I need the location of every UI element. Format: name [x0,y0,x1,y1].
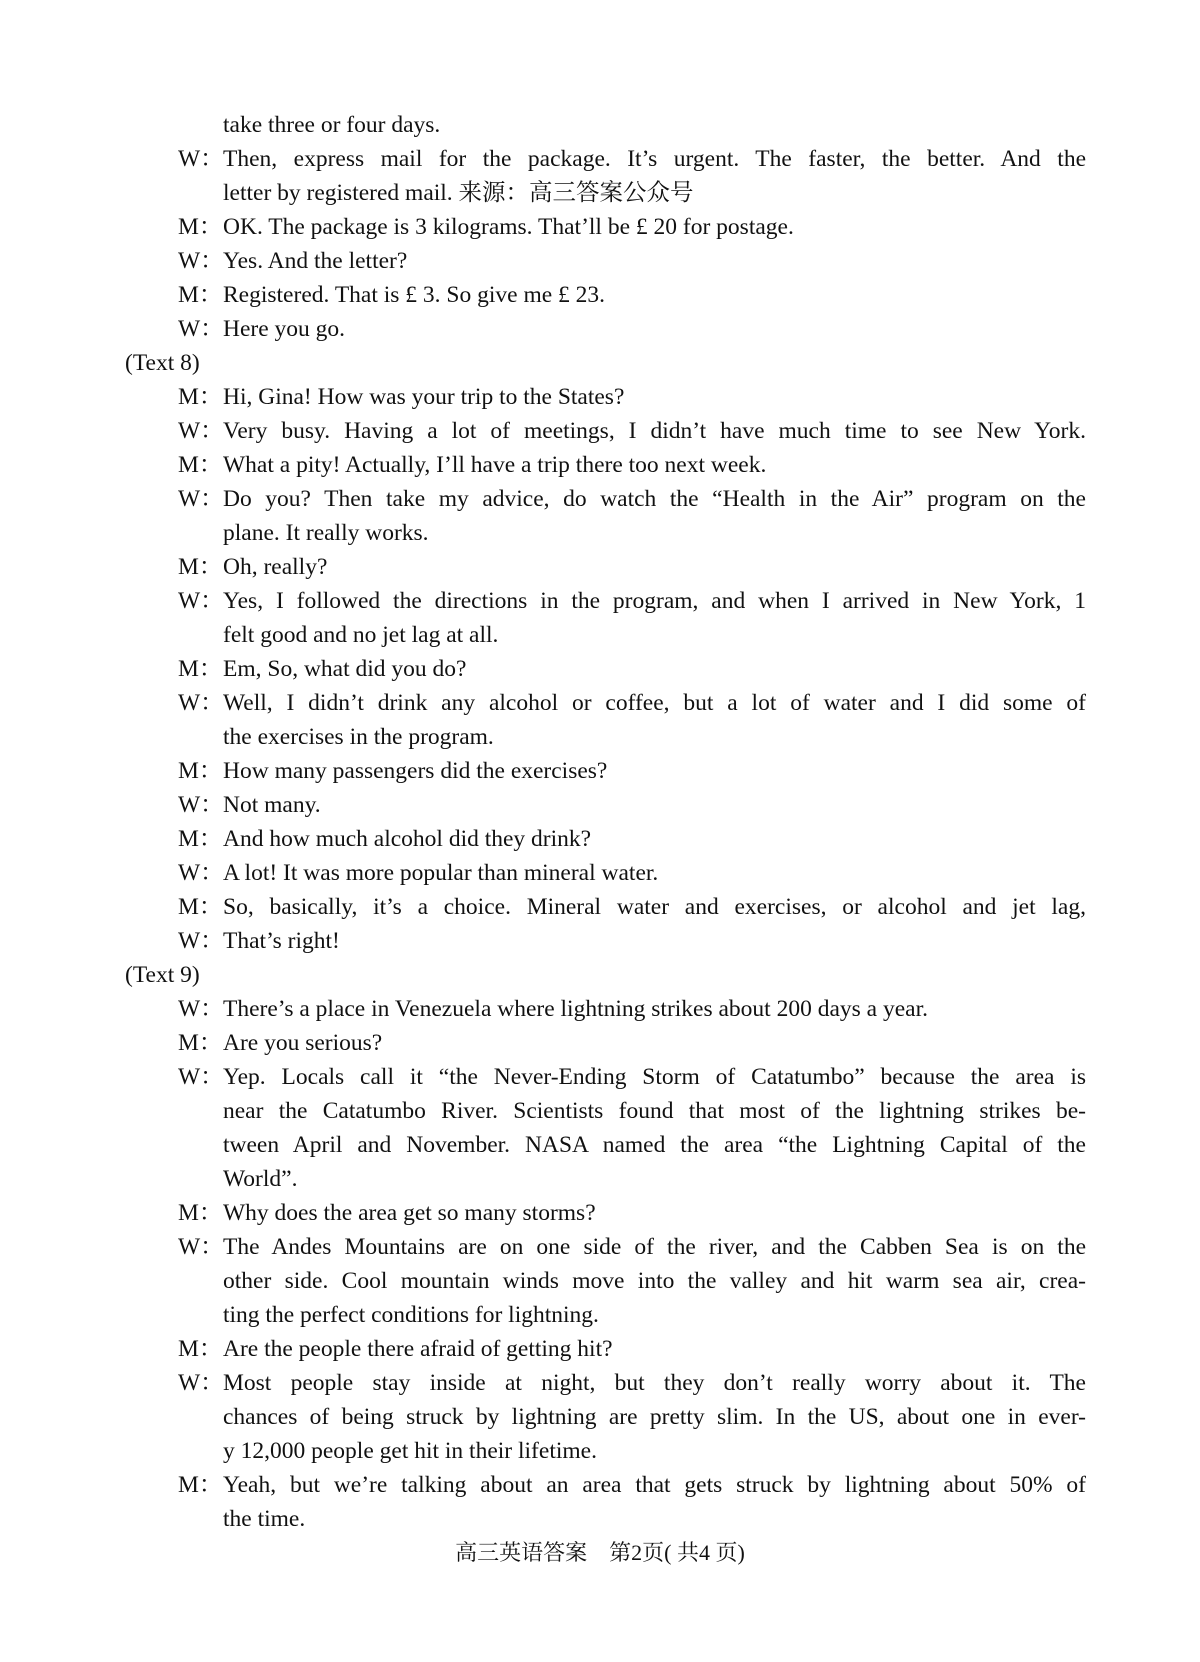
dialogue-line [0,1230,1200,1264]
continuation-line: letter by registered mail. 来源：高三答案公众号 [223,180,694,206]
dialogue-text: Yeah, but we’re talking about an area that gets struck by lightning about 50% of [223,1472,1086,1498]
continuation-line: World”. [223,1166,298,1192]
speaker-label: W： [178,792,224,818]
dialogue-line [0,210,1200,244]
dialogue-line [0,754,1200,788]
speaker-label: W： [178,248,224,274]
dialogue-line [0,278,1200,312]
speaker-label: W： [178,588,224,614]
dialogue-text: The Andes Mountains are on one side of the river, and the Cabben Sea is on the [223,1234,1086,1260]
speaker-label: M： [178,214,223,240]
speaker-label: M： [178,656,223,682]
speaker-label: M： [178,894,223,920]
speaker-label: M： [178,758,223,784]
dialogue-line [0,1026,1200,1060]
dialogue-line [0,1196,1200,1230]
speaker-label: W： [178,1370,224,1396]
dialogue-text: OK. The package is 3 kilograms. That’ll be £ 20 for postage. [223,214,794,240]
dialogue-line [0,822,1200,856]
continuation-line: tween April and November. NASA named the area “the Lightning Capital of the [223,1132,1086,1158]
dialogue-line [0,482,1200,516]
dialogue-text: How many passengers did the exercises? [223,758,608,784]
dialogue-text: Yes, I followed the directions in the program, and when I arrived in New York, 1 [223,588,1086,614]
dialogue-line [0,1060,1200,1094]
section-heading: (Text 8) [125,350,200,376]
dialogue-line [0,414,1200,448]
dialogue-text: Do you? Then take my advice, do watch the “Health in the Air” program on the [223,486,1086,512]
continuation-line: other side. Cool mountain winds move into the valley and hit warm sea air, crea- [223,1268,1086,1294]
dialogue-line [0,244,1200,278]
dialogue-text: Most people stay inside at night, but they don’t really worry about it. The [223,1370,1086,1396]
continuation-line: ting the perfect conditions for lightning. [223,1302,599,1328]
speaker-label: W： [178,996,224,1022]
dialogue-line [0,992,1200,1026]
dialogue-text: Oh, really? [223,554,328,580]
dialogue-line [0,1332,1200,1366]
speaker-label: W： [178,146,224,172]
continuation-line: felt good and no jet lag at all. [223,622,499,648]
speaker-label: W： [178,1064,224,1090]
dialogue-text: So, basically, it’s a choice. Mineral water and exercises, or alcohol and jet lag, [223,894,1086,920]
dialogue-line [0,380,1200,414]
page-footer: 高三英语答案 第2页( 共4 页) [455,1540,745,1565]
dialogue-line [0,584,1200,618]
speaker-label: M： [178,452,223,478]
speaker-label: W： [178,418,224,444]
speaker-label: W： [178,486,224,512]
section-heading: (Text 9) [125,962,200,988]
dialogue-text: Are the people there afraid of getting hit? [223,1336,613,1362]
speaker-label: M： [178,1030,223,1056]
continuation-line: y 12,000 people get hit in their lifetime. [223,1438,597,1464]
dialogue-line [0,1366,1200,1400]
dialogue-line [0,856,1200,890]
dialogue-text: Very busy. Having a lot of meetings, I didn’t have much time to see New York. [223,418,1086,444]
speaker-label: W： [178,928,224,954]
speaker-label: M： [178,1200,223,1226]
dialogue-line [0,312,1200,346]
dialogue-text: Yep. Locals call it “the Never-Ending Storm of Catatumbo” because the area is [223,1064,1086,1090]
dialogue-text: Em, So, what did you do? [223,656,467,682]
dialogue-line [0,788,1200,822]
dialogue-text: Registered. That is £ 3. So give me £ 23. [223,282,606,308]
dialogue-text: Well, I didn’t drink any alcohol or coffee, but a lot of water and I did some of [223,690,1086,716]
dialogue-text: Why does the area get so many storms? [223,1200,596,1226]
speaker-label: M： [178,384,223,410]
speaker-label: M： [178,826,223,852]
dialogue-text: Are you serious? [223,1030,383,1056]
dialogue-text: What a pity! Actually, I’ll have a trip there too next week. [223,452,767,478]
continuation-line: near the Catatumbo River. Scientists found that most of the lightning strikes be- [223,1098,1086,1124]
continuation-line: take three or four days. [223,112,441,138]
speaker-label: W： [178,316,224,342]
speaker-label: M： [178,282,223,308]
speaker-label: W： [178,1234,224,1260]
dialogue-text: Then, express mail for the package. It’s urgent. The faster, the better. And the [223,146,1086,172]
continuation-line: plane. It really works. [223,520,429,546]
dialogue-line [0,652,1200,686]
speaker-label: W： [178,690,224,716]
speaker-label: M： [178,1336,223,1362]
dialogue-line [0,550,1200,584]
dialogue-line [0,924,1200,958]
speaker-label: W： [178,860,224,886]
dialogue-line [0,890,1200,924]
dialogue-text: Hi, Gina! How was your trip to the States? [223,384,625,410]
speaker-label: M： [178,1472,223,1498]
dialogue-line [0,142,1200,176]
dialogue-text: A lot! It was more popular than mineral water. [223,860,659,886]
dialogue-text: And how much alcohol did they drink? [223,826,592,852]
continuation-line: the time. [223,1506,306,1532]
dialogue-line [0,1468,1200,1502]
continuation-line: chances of being struck by lightning are pretty slim. In the US, about one in ever- [223,1404,1086,1430]
dialogue-text: There’s a place in Venezuela where lightning strikes about 200 days a year. [223,996,928,1022]
dialogue-text: Not many. [223,792,321,818]
continuation-line: the exercises in the program. [223,724,494,750]
dialogue-text: Yes. And the letter? [223,248,408,274]
dialogue-text: Here you go. [223,316,346,342]
dialogue-text: That’s right! [223,928,340,954]
dialogue-line [0,686,1200,720]
speaker-label: M： [178,554,223,580]
transcript-body [0,108,1200,1536]
dialogue-line [0,448,1200,482]
